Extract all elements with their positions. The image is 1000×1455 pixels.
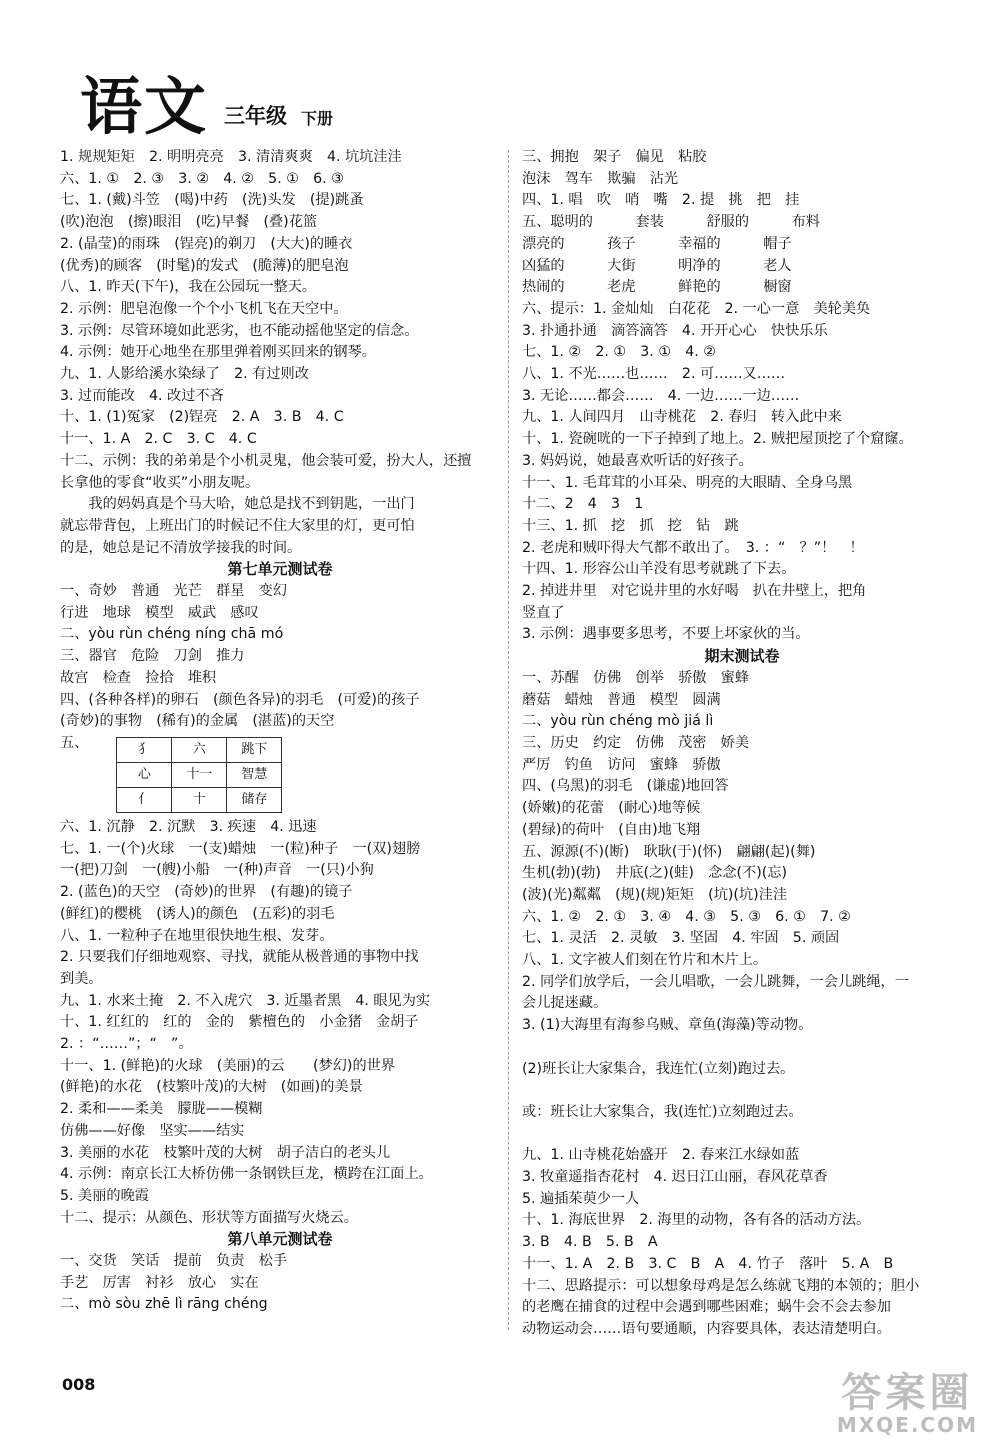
answer-line: 十、1. 瓷碗咣的一下子掉到了地上。2. 贼把屋顶挖了个窟窿。	[522, 431, 913, 448]
answer-line: (2)班长让大家集合，我连忙(立刻)跑过去。	[522, 1060, 795, 1077]
answer-line: 的是，她总是记不清放学接我的时间。	[60, 539, 302, 556]
answer-line: 十二、2 4 3 1	[522, 496, 644, 513]
final-title: 期末测试卷	[704, 647, 780, 666]
answer-line: 六、1. ① 2. ③ 3. ② 4. ② 5. ① 6. ③	[60, 170, 344, 187]
answer-line: 十一、1. (鲜艳)的火球 (美丽)的云 (梦幻)的世界	[60, 1057, 396, 1074]
answer-line: (鲜艳)的水花 (枝繁叶茂)的大树 (如画)的美景	[60, 1079, 363, 1096]
answer-line: 十一、1. A 2. B 3. C B A 4. 竹子 落叶 5. A B	[522, 1255, 894, 1272]
answer-line: 泡沫 驾车 欺骗 沾光	[522, 170, 679, 187]
answer-line: 5. 美丽的晚霞	[60, 1187, 149, 1204]
answer-line: 严厉 钓鱼 访问 蜜蜂 骄傲	[522, 756, 721, 773]
left-answers	[60, 147, 500, 559]
answer-line: 2. 只要我们仔细地观察、寻找，就能从极普通的事物中找	[60, 949, 419, 966]
answer-line: 3. 示例：尽管环境如此恶劣，也不能动摇他坚定的信念。	[60, 322, 419, 339]
answer-line: 手艺 厉害 衬衫 放心 实在	[60, 1274, 259, 1291]
page-header	[80, 68, 334, 143]
answer-line: (奇妙)的事物 (稀有)的金属 (湛蓝)的天空	[60, 713, 335, 730]
table-cell: 心	[117, 762, 172, 787]
answer-line: 八、1. 一粒种子在地里很快地生根、发芽。	[60, 927, 334, 944]
answer-line: 凶猛的 大街 明净的 老人	[522, 257, 792, 274]
answer-line: (娇嫩)的花蕾 (耐心)地等候	[522, 800, 701, 817]
answer-line: 仿佛——好像 坚实——结实	[60, 1122, 245, 1139]
answer-line: 四、(各种各样)的卵石 (颜色各异)的羽毛 (可爱)的孩子	[60, 691, 420, 708]
answer-line: (优秀)的顾客 (时髦)的发式 (脆薄)的肥皂泡	[60, 257, 349, 274]
answer-line: 七、1. ② 2. ① 3. ① 4. ②	[522, 344, 716, 361]
answer-line: 3. 妈妈说，她最喜欢听话的好孩子。	[522, 452, 753, 469]
answer-line: 行进 地球 模型 威武 感叹	[60, 604, 259, 621]
page-number: 008	[62, 1375, 96, 1394]
answer-line: (波)(光)粼粼 (规)(规)矩矩 (坑)(坑)洼洼	[522, 886, 788, 903]
final-answers	[522, 668, 962, 1341]
answer-line: 2. 示例：肥皂泡像一个个小飞机飞在天空中。	[60, 300, 348, 317]
right-column	[522, 147, 962, 1341]
answer-line: 十四、1. 形容公山羊没有思考就跳了下去。	[522, 561, 796, 578]
answer-line: 三、拥抱 架子 偏见 粘胶	[522, 149, 707, 165]
answer-line: 七、1. 灵活 2. 灵敏 3. 坚固 4. 牢固 5. 顽固	[522, 930, 840, 947]
answer-line: 四、1. 唱 吹 哨 嘴 2. 提 挑 把 挂	[522, 192, 800, 209]
table-cell: 智慧	[227, 762, 282, 787]
answer-line: 长拿他的零食“收买”小朋友呢。	[60, 474, 260, 491]
answer-line: (鲜红)的樱桃 (诱人)的颜色 (五彩)的羽毛	[60, 905, 335, 922]
answer-line: 五、聪明的 套装 舒服的 布料	[522, 214, 820, 231]
unit7-q5-label: 五、	[60, 734, 89, 751]
answer-line: 4. 示例：她开心地坐在那里弹着刚买回来的钢琴。	[60, 344, 376, 361]
answer-line: 3. (1)大海里有海参乌贼、章鱼(海藻)等动物。	[522, 1017, 813, 1034]
unit7-answers-a	[60, 581, 500, 733]
table-cell: 十一	[172, 762, 227, 787]
table-row	[117, 762, 282, 787]
answer-line: 2. ：“……”；“ ”。	[60, 1036, 193, 1053]
answer-line: (碧绿)的荷叶 (自由)地飞翔	[522, 821, 701, 838]
unit7-q5	[60, 733, 500, 817]
unit7-title: 第七单元测试卷	[227, 560, 333, 579]
answer-line: 会儿捉迷藏。	[522, 995, 608, 1012]
answer-line: 蘑菇 蜡烛 普通 模型 圆满	[522, 691, 721, 708]
answer-line: 3. 美丽的水花 枝繁叶茂的大树 胡子洁白的老头儿	[60, 1144, 391, 1161]
answer-line: 十、1. 海底世界 2. 海里的动物，各有各的活动方法。	[522, 1212, 871, 1229]
watermark	[836, 1370, 978, 1437]
answer-line: 5. 遍插茱萸少一人	[522, 1190, 640, 1207]
answer-line: 四、(乌黑)的羽毛 (谦虚)地回答	[522, 778, 729, 795]
answer-line: 就忘带背包，上班出门的时候记不住大家里的灯，更可怕	[60, 517, 415, 534]
left-column	[60, 147, 500, 1316]
answer-line: 2. 老虎和贼吓得大气都不敢出了。 3. ：“ ？”！ ！	[522, 539, 864, 556]
answer-line: 三、器官 危险 刀剑 推力	[60, 648, 245, 665]
answer-line: 2. 同学们放学后，一会儿唱歌，一会儿跳舞，一会儿跳绳，一	[522, 973, 909, 990]
answer-line: 二、mò sòu zhē lì rāng chéng	[60, 1296, 268, 1313]
answer-line: 故宫 检查 捡拾 堆积	[60, 669, 217, 686]
answer-line: 漂亮的 孩子 幸福的 帽子	[522, 235, 792, 252]
grade-label: 三年级	[224, 104, 288, 128]
answer-line	[522, 1124, 962, 1146]
answer-line	[522, 1037, 962, 1059]
answer-line: 我的妈妈真是个马大哈，她总是找不到钥匙，一出门	[60, 496, 415, 513]
table-cell: 六	[172, 737, 227, 762]
answer-line: 七、1. 一(个)火球 一(支)蜡烛 一(粒)种子 一(双)翅膀	[60, 840, 421, 857]
answer-line: 十二、提示：从颜色、形状等方面描写火烧云。	[60, 1209, 358, 1226]
answer-line: 一、奇妙 普通 光芒 群星 变幻	[60, 583, 288, 600]
answer-line: 九、1. 人间四月 山寺桃花 2. 春归 转入此中来	[522, 409, 842, 426]
answer-line: 的老鹰在捕食的过程中会遇到哪些困难；蜗牛会不会去参加	[522, 1299, 891, 1316]
answer-line: 十、1. (1)冤家 (2)锃亮 2. A 3. B 4. C	[60, 409, 344, 426]
unit7-answers-b	[60, 817, 500, 1229]
answer-line: 2. 柔和——柔美 朦胧——模糊	[60, 1101, 263, 1118]
answer-line	[522, 1080, 962, 1102]
table-cell: 跳下	[227, 737, 282, 762]
answer-line: 2. (晶莹)的雨珠 (锃亮)的剃刀 (大大)的睡衣	[60, 235, 353, 252]
answer-line: 3. 过而能改 4. 改过不吝	[60, 387, 224, 404]
answer-line: 或：班长让大家集合，我(连忙)立刻跑过去。	[522, 1103, 803, 1120]
answer-line: 九、1. 人影给溪水染绿了 2. 有过则改	[60, 366, 309, 383]
answer-line: 4. 示例：南京长江大桥仿佛一条钢铁巨龙，横跨在江面上。	[60, 1166, 433, 1183]
answer-line: 3. 扑通扑通 滴答滴答 4. 开开心心 快快乐乐	[522, 322, 828, 339]
answer-line: 到美。	[60, 970, 103, 987]
answer-line: 二、yòu rùn chéng níng chā mó	[60, 626, 284, 643]
table-cell: 十	[172, 787, 227, 812]
answer-line: 八、1. 昨天(下午)，我在公园玩一整天。	[60, 279, 317, 296]
column-divider	[508, 150, 509, 1330]
answer-line: 二、yòu rùn chéng mò jiá lì	[522, 713, 714, 730]
answer-line: 3. 无论……都会…… 4. 一边……一边……	[522, 387, 800, 404]
table-row	[117, 787, 282, 812]
volume-label: 下册	[301, 109, 334, 128]
answer-line: 竖直了	[522, 604, 565, 621]
answer-line: 六、提示：1. 金灿灿 白花花 2. 一心一意 美轮美奂	[522, 300, 871, 317]
answer-line: 十一、1. 毛茸茸的小耳朵、明亮的大眼睛、全身乌黑	[522, 474, 853, 491]
answer-line: 十、1. 红红的 红的 金的 紫檀色的 小金猪 金胡子	[60, 1014, 419, 1031]
table-row	[117, 737, 282, 762]
unit8-answers	[60, 1251, 500, 1316]
answer-line: 九、1. 山寺桃花始盛开 2. 春来江水绿如蓝	[522, 1147, 800, 1164]
table-cell: 亻	[117, 787, 172, 812]
answer-line: 3. B 4. B 5. B A	[522, 1234, 658, 1251]
answer-line: 十二、示例：我的弟弟是个小机灵鬼，他会装可爱，扮大人，还擅	[60, 452, 472, 469]
answer-line: 十三、1. 抓 挖 抓 挖 钻 跳	[522, 517, 739, 534]
answer-line: 2. 掉进井里 对它说井里的水好喝 扒在井壁上，把角	[522, 583, 867, 600]
table-cell: 犭	[117, 737, 172, 762]
answer-line: 七、1. (戴)斗笠 (喝)中药 (洗)头发 (提)跳蚤	[60, 192, 364, 209]
answer-line: 一(把)刀剑 一(艘)小船 一(种)声音 一(只)小狗	[60, 862, 374, 879]
answer-line: 2. (蓝色)的天空 (奇妙)的世界 (有趣)的镜子	[60, 884, 353, 901]
answer-line: 八、1. 文字被人们刻在竹片和木片上。	[522, 952, 768, 969]
unit8-title: 第八单元测试卷	[227, 1230, 333, 1249]
answer-line: 3. 示例：遇事要多思考，不要上坏家伙的当。	[522, 626, 810, 643]
answer-line: 一、苏醒 仿佛 创举 骄傲 蜜蜂	[522, 669, 750, 686]
answer-line: 一、交货 笑话 提前 负责 松手	[60, 1253, 288, 1270]
right-answers	[522, 147, 962, 646]
watermark-logo: 答案圈	[841, 1370, 974, 1416]
answer-line: 六、1. ② 2. ① 3. ④ 4. ③ 5. ③ 6. ① 7. ②	[522, 908, 851, 925]
watermark-url: MXQE.COM	[836, 1413, 978, 1437]
answer-line: 五、源源(不)(断) 耿耿(于)(怀) 翩翩(起)(舞)	[522, 843, 816, 860]
unit7-char-table	[116, 737, 282, 813]
answer-line: 热闹的 老虎 鲜艳的 橱窗	[522, 279, 792, 296]
table-cell: 储存	[227, 787, 282, 812]
answer-line: 九、1. 水来土掩 2. 不入虎穴 3. 近墨者黑 4. 眼见为实	[60, 992, 431, 1009]
answer-line: 三、历史 约定 仿佛 茂密 娇美	[522, 734, 750, 751]
answer-line: 1. 规规矩矩 2. 明明亮亮 3. 清清爽爽 4. 坑坑洼洼	[60, 149, 402, 165]
answer-line: 十一、1. A 2. C 3. C 4. C	[60, 431, 257, 448]
answer-line: (吹)泡泡 (擦)眼泪 (吃)早餐 (叠)花篮	[60, 214, 318, 231]
subject-title: 语文	[80, 70, 209, 143]
answer-line: 生机(勃)(勃) 井底(之)(蛙) 念念(不)(忘)	[522, 865, 788, 882]
answer-line: 动物运动会……语句要通顺，内容要具体，表达清楚明白。	[522, 1320, 891, 1337]
answer-line: 八、1. 不光……也…… 2. 可……又……	[522, 366, 786, 383]
answer-line: 3. 牧童遥指杏花村 4. 迟日江山丽，春风花草香	[522, 1169, 828, 1186]
answer-line: 六、1. 沉静 2. 沉默 3. 疾速 4. 迅速	[60, 818, 317, 835]
answer-line: 十二、思路提示：可以想象母鸡是怎么练就飞翔的本领的；胆小	[522, 1277, 920, 1294]
